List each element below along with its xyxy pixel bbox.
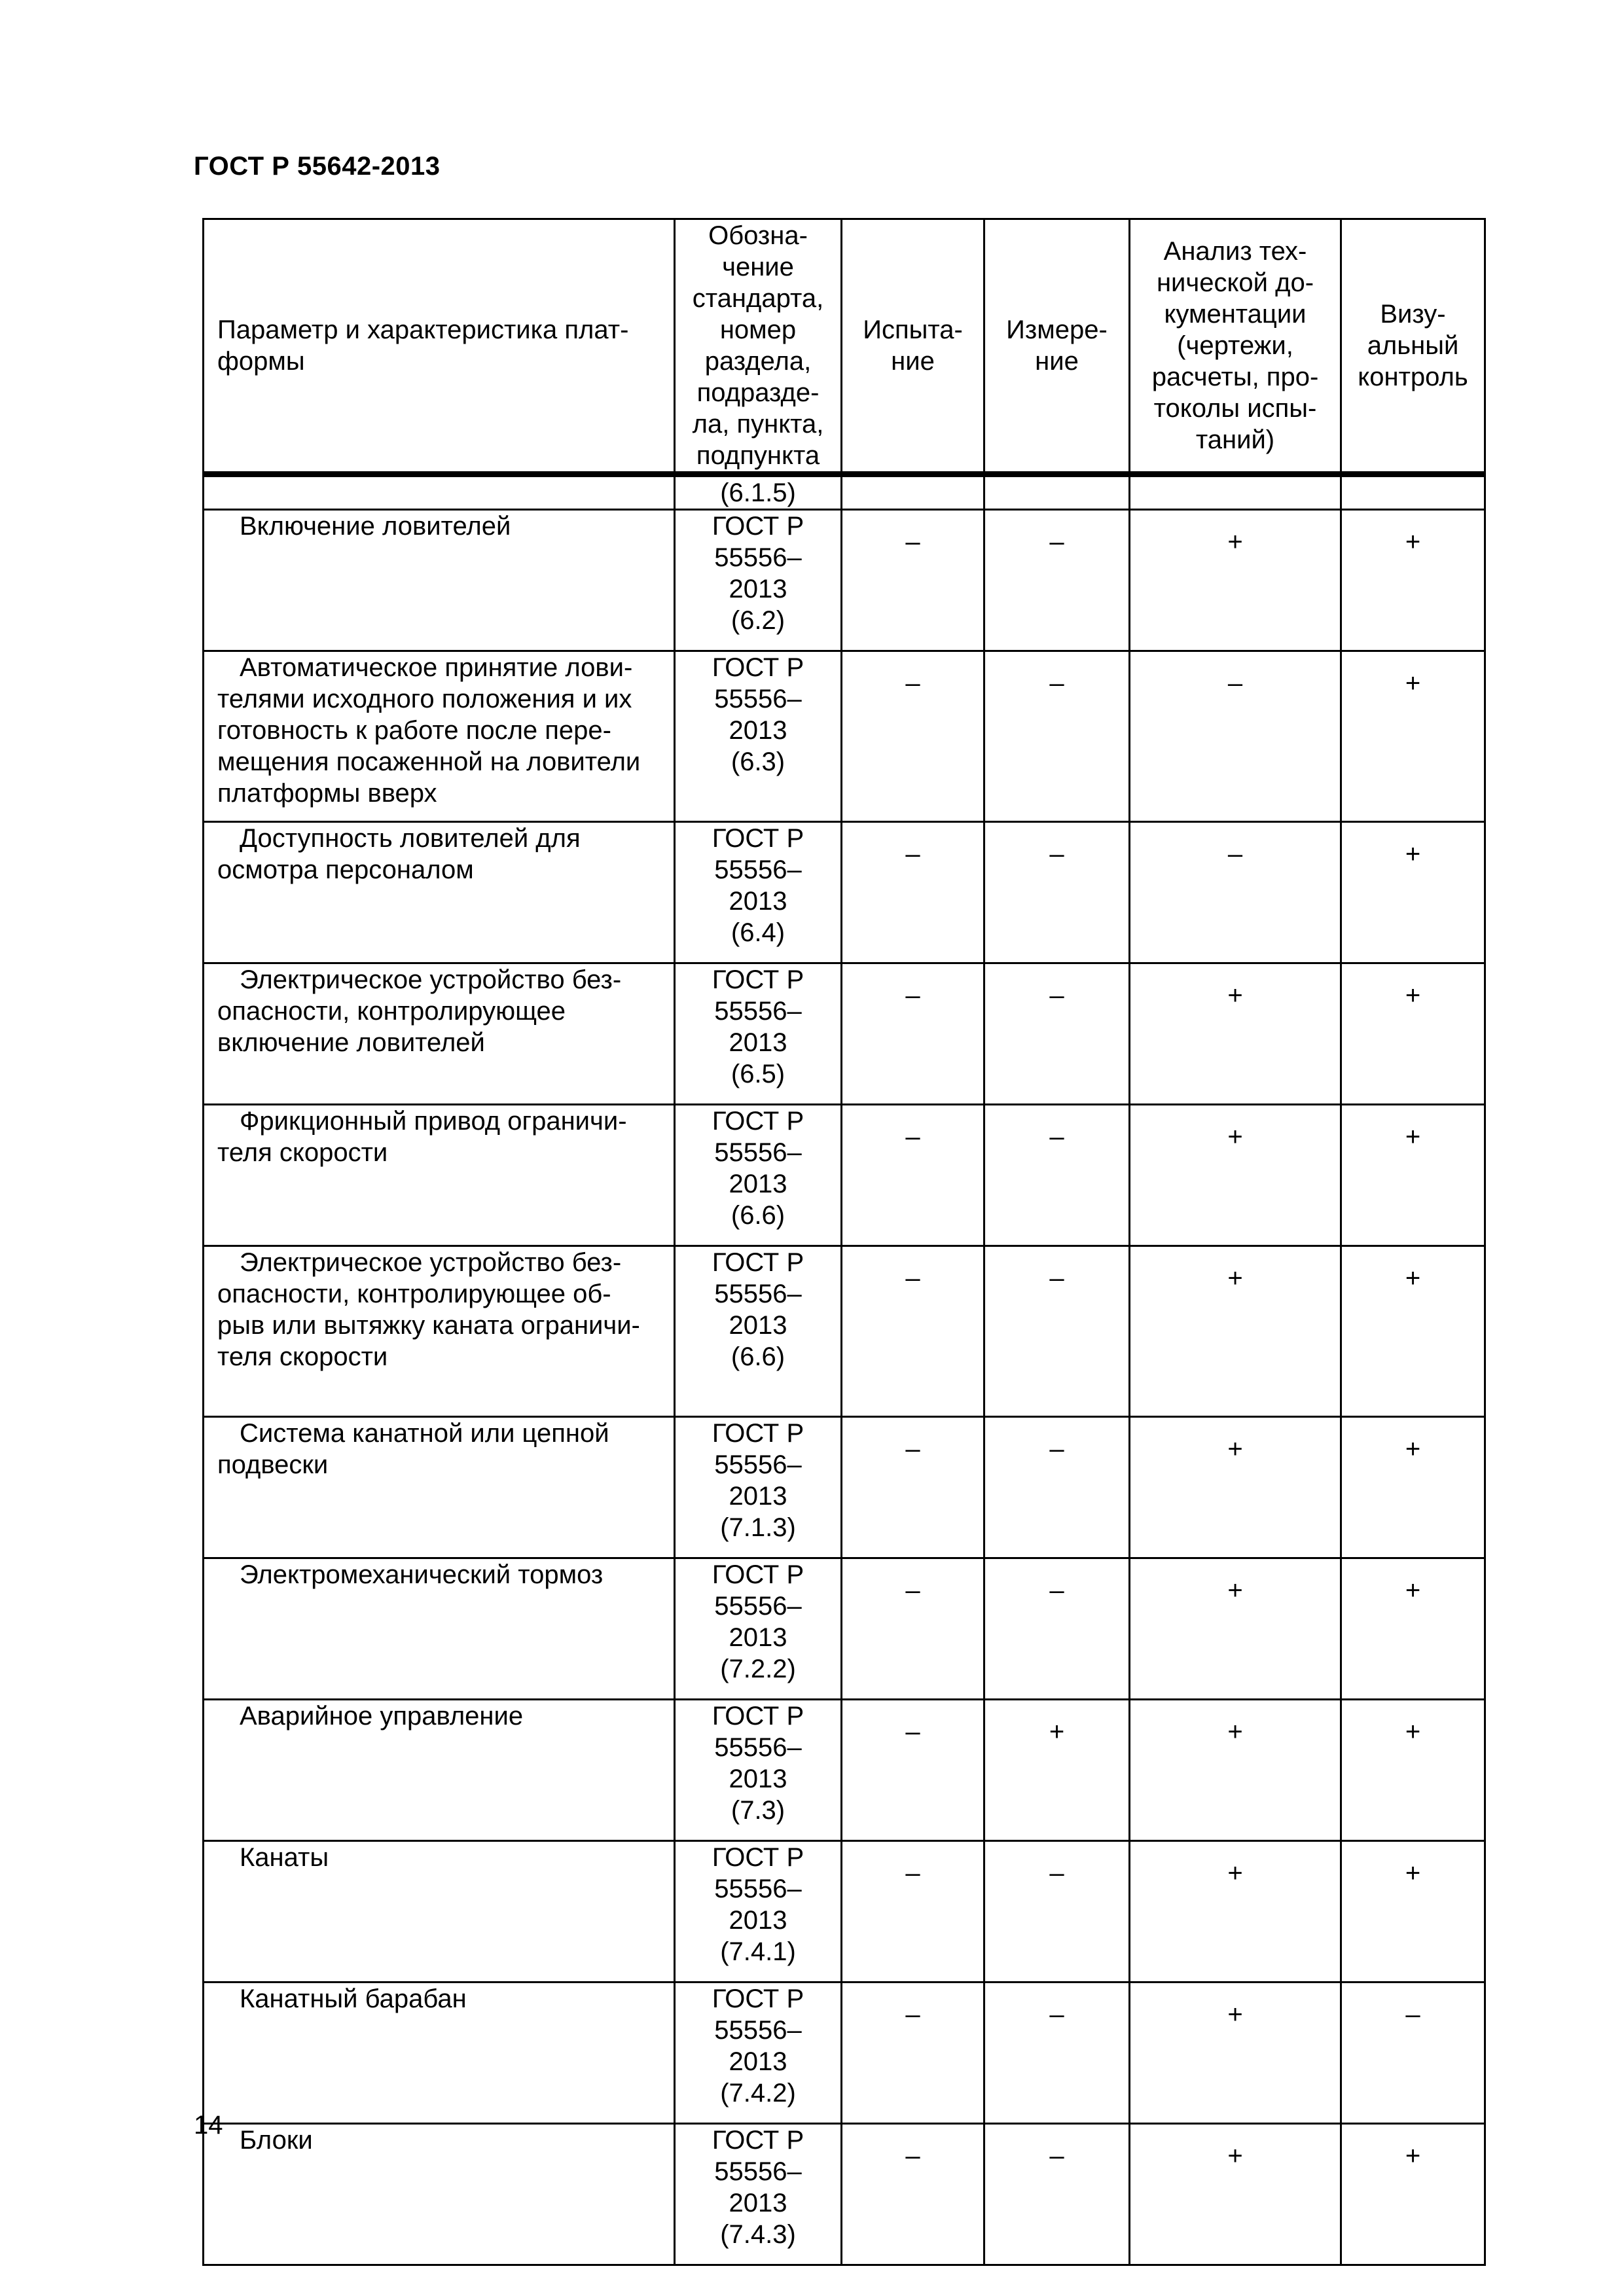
parameter-line: рыв или вытяжку каната ограничи- xyxy=(217,1311,640,1340)
analysis-cell: + xyxy=(1130,2124,1341,2265)
visual-cell: + xyxy=(1341,1841,1485,1982)
header-line: нической до- xyxy=(1156,268,1314,297)
header-line: ние xyxy=(891,347,935,376)
visual-cell: + xyxy=(1341,510,1485,651)
parameter-line: Электрическое устройство без- xyxy=(240,965,622,994)
header-line: подпункта xyxy=(696,441,820,470)
standard-cell xyxy=(675,1558,842,1700)
standard-cell xyxy=(675,2124,842,2265)
header-line: ние xyxy=(1035,347,1079,376)
continuation-standard: (6.1.5) xyxy=(675,475,842,510)
standard-line: 2013 xyxy=(729,1170,787,1198)
measurement-cell: – xyxy=(984,963,1130,1105)
standard-line: 55556– xyxy=(714,1874,802,1903)
standard-line: (7.4.2) xyxy=(720,2079,796,2108)
standard-cell xyxy=(675,651,842,822)
header-line: Визу- xyxy=(1380,300,1446,329)
table-body xyxy=(204,475,1485,2265)
parameter-line: подвески xyxy=(217,1450,329,1479)
measurement-cell: – xyxy=(984,1246,1130,1417)
standard-line: 55556– xyxy=(714,1280,802,1308)
standard-cell xyxy=(675,1841,842,1982)
parameter-line: опасности, контролирующее об- xyxy=(217,1280,611,1308)
standard-line: 55556– xyxy=(714,1733,802,1762)
visual-cell: + xyxy=(1341,1417,1485,1558)
parameter-line: Канаты xyxy=(240,1843,329,1872)
standard-line: 55556– xyxy=(714,1138,802,1167)
visual-cell: + xyxy=(1341,1105,1485,1246)
parameter-line: включение ловителей xyxy=(217,1028,485,1057)
parameter-line: телями исходного положения и их xyxy=(217,685,632,713)
standard-line: ГОСТ Р xyxy=(712,1107,804,1136)
header-visual xyxy=(1341,219,1485,475)
continuation-parameter xyxy=(204,475,675,510)
analysis-cell: + xyxy=(1130,1700,1341,1841)
standard-line: 55556– xyxy=(714,2157,802,2186)
standard-cell xyxy=(675,1105,842,1246)
table-row xyxy=(204,1558,1485,1700)
standard-cell xyxy=(675,510,842,651)
table-row xyxy=(204,1105,1485,1246)
standard-cell xyxy=(675,1417,842,1558)
measurement-cell: – xyxy=(984,651,1130,822)
header-parameter xyxy=(204,219,675,475)
analysis-cell: + xyxy=(1130,1558,1341,1700)
test-cell: – xyxy=(842,1982,984,2124)
standard-line: 2013 xyxy=(729,1482,787,1511)
parameter-line: Электромеханический тормоз xyxy=(240,1560,604,1589)
header-line: Обозна- xyxy=(708,221,808,250)
parameter-cell xyxy=(204,1841,675,1982)
parameter-line: Фрикционный привод ограничи- xyxy=(240,1107,627,1136)
test-cell: – xyxy=(842,651,984,822)
parameter-line: опасности, контролирующее xyxy=(217,997,566,1026)
header-line: Измере- xyxy=(1006,315,1108,344)
parameter-cell xyxy=(204,1558,675,1700)
standard-line: ГОСТ Р xyxy=(712,965,804,994)
measurement-cell: – xyxy=(984,1982,1130,2124)
header-measurement xyxy=(984,219,1130,475)
header-line: Параметр и характеристика плат- xyxy=(217,315,629,344)
standard-line: (6.6) xyxy=(731,1342,785,1371)
measurement-cell: – xyxy=(984,822,1130,963)
header-line: Анализ тех- xyxy=(1163,237,1307,266)
standard-line: 2013 xyxy=(729,1311,787,1340)
visual-cell: – xyxy=(1341,1982,1485,2124)
parameter-cell xyxy=(204,1982,675,2124)
parameter-line: Канатный барабан xyxy=(240,1984,467,2013)
standard-line: (7.1.3) xyxy=(720,1513,796,1542)
standard-line: (7.3) xyxy=(731,1796,785,1825)
header-line: чение xyxy=(722,253,794,281)
test-cell: – xyxy=(842,510,984,651)
standard-line: 2013 xyxy=(729,575,787,603)
test-cell: – xyxy=(842,2124,984,2265)
parameter-line: Включение ловителей xyxy=(240,512,511,541)
parameter-line: Электрическое устройство без- xyxy=(240,1248,622,1277)
visual-cell: + xyxy=(1341,651,1485,822)
standard-line: ГОСТ Р xyxy=(712,653,804,682)
parameter-line: готовность к работе после пере- xyxy=(217,716,611,745)
table-row xyxy=(204,1841,1485,1982)
standard-line: 2013 xyxy=(729,1906,787,1935)
table-row xyxy=(204,963,1485,1105)
header-line: раздела, xyxy=(704,347,812,376)
table-row xyxy=(204,2124,1485,2265)
header-line: таний) xyxy=(1195,425,1275,454)
header-line: расчеты, про- xyxy=(1151,363,1319,391)
header-line: кументации xyxy=(1164,300,1307,329)
standard-cell xyxy=(675,1982,842,2124)
test-cell: – xyxy=(842,822,984,963)
standard-line: 55556– xyxy=(714,855,802,884)
measurement-cell: – xyxy=(984,510,1130,651)
standard-line: 2013 xyxy=(729,1028,787,1057)
visual-cell: + xyxy=(1341,1700,1485,1841)
standard-line: 2013 xyxy=(729,716,787,745)
standard-line: 2013 xyxy=(729,2189,787,2217)
analysis-cell: + xyxy=(1130,1105,1341,1246)
parameter-cell xyxy=(204,1105,675,1246)
standard-line: ГОСТ Р xyxy=(712,1419,804,1448)
test-cell: – xyxy=(842,1841,984,1982)
header-test xyxy=(842,219,984,475)
parameter-cell xyxy=(204,822,675,963)
standard-cell xyxy=(675,822,842,963)
analysis-cell: + xyxy=(1130,963,1341,1105)
test-cell: – xyxy=(842,1417,984,1558)
header-line: (чертежи, xyxy=(1177,331,1293,360)
standard-line: (6.4) xyxy=(731,918,785,947)
standard-line: 55556– xyxy=(714,997,802,1026)
parameter-line: осмотра персоналом xyxy=(217,855,474,884)
parameter-line: теля скорости xyxy=(217,1342,388,1371)
requirements-table xyxy=(202,218,1486,2266)
standard-line: ГОСТ Р xyxy=(712,1560,804,1589)
standard-line: ГОСТ Р xyxy=(712,1248,804,1277)
continuation-measurement xyxy=(984,475,1130,510)
continuation-analysis xyxy=(1130,475,1341,510)
table-header xyxy=(204,219,1485,475)
header-line: Испыта- xyxy=(863,315,963,344)
standard-line: (6.2) xyxy=(731,606,785,635)
test-cell: – xyxy=(842,1700,984,1841)
test-cell: – xyxy=(842,1246,984,1417)
header-line: стандарта, xyxy=(692,284,824,313)
measurement-cell: – xyxy=(984,1417,1130,1558)
visual-cell: + xyxy=(1341,963,1485,1105)
standard-line: ГОСТ Р xyxy=(712,2126,804,2155)
standard-line: (7.4.1) xyxy=(720,1937,796,1966)
header-line: подразде- xyxy=(696,378,820,407)
standard-line: (6.3) xyxy=(731,747,785,776)
measurement-cell: + xyxy=(984,1700,1130,1841)
header-analysis xyxy=(1130,219,1341,475)
parameter-cell xyxy=(204,2124,675,2265)
visual-cell: + xyxy=(1341,2124,1485,2265)
document-header: ГОСТ Р 55642-2013 xyxy=(194,152,441,181)
table-row xyxy=(204,822,1485,963)
parameter-line: Блоки xyxy=(240,2126,313,2155)
standard-cell xyxy=(675,1246,842,1417)
standard-cell xyxy=(675,1700,842,1841)
table-row xyxy=(204,1246,1485,1417)
parameter-cell xyxy=(204,651,675,822)
header-line: формы xyxy=(217,347,305,376)
standard-line: 2013 xyxy=(729,2047,787,2076)
table-row xyxy=(204,651,1485,822)
parameter-line: Автоматическое принятие лови- xyxy=(240,653,633,682)
table-row xyxy=(204,1700,1485,1841)
visual-cell: + xyxy=(1341,822,1485,963)
parameter-cell xyxy=(204,1417,675,1558)
parameter-cell xyxy=(204,510,675,651)
standard-line: 55556– xyxy=(714,1592,802,1621)
standard-line: 55556– xyxy=(714,685,802,713)
header-standard xyxy=(675,219,842,475)
standard-line: ГОСТ Р xyxy=(712,1984,804,2013)
parameter-line: платформы вверх xyxy=(217,779,437,808)
analysis-cell: + xyxy=(1130,1417,1341,1558)
parameter-cell xyxy=(204,963,675,1105)
header-line: альный xyxy=(1367,331,1459,360)
analysis-cell: – xyxy=(1130,651,1341,822)
measurement-cell: – xyxy=(984,2124,1130,2265)
test-cell: – xyxy=(842,1558,984,1700)
test-cell: – xyxy=(842,963,984,1105)
standard-line: ГОСТ Р xyxy=(712,1702,804,1731)
parameter-cell xyxy=(204,1700,675,1841)
standard-line: 2013 xyxy=(729,1623,787,1652)
header-line: токолы испы- xyxy=(1153,394,1317,423)
continuation-row xyxy=(204,475,1485,510)
measurement-cell: – xyxy=(984,1105,1130,1246)
header-line: номер xyxy=(719,315,797,344)
measurement-cell: – xyxy=(984,1558,1130,1700)
table-row xyxy=(204,510,1485,651)
parameter-line: мещения посаженной на ловители xyxy=(217,747,641,776)
standard-line: ГОСТ Р xyxy=(712,1843,804,1872)
header-line: контроль xyxy=(1358,363,1468,391)
table-row xyxy=(204,1417,1485,1558)
parameter-line: Система канатной или цепной xyxy=(240,1419,609,1448)
parameter-line: Доступность ловителей для xyxy=(240,824,581,853)
continuation-visual xyxy=(1341,475,1485,510)
standard-cell xyxy=(675,963,842,1105)
visual-cell: + xyxy=(1341,1246,1485,1417)
page-number: 14 xyxy=(194,2111,223,2140)
analysis-cell: – xyxy=(1130,822,1341,963)
parameter-line: Аварийное управление xyxy=(240,1702,524,1731)
analysis-cell: + xyxy=(1130,1841,1341,1982)
header-line: ла, пункта, xyxy=(692,410,824,439)
standard-line: 55556– xyxy=(714,1450,802,1479)
visual-cell: + xyxy=(1341,1558,1485,1700)
analysis-cell: + xyxy=(1130,1982,1341,2124)
parameter-line: теля скорости xyxy=(217,1138,388,1167)
test-cell: – xyxy=(842,1105,984,1246)
standard-line: ГОСТ Р xyxy=(712,824,804,853)
standard-line: (6.6) xyxy=(731,1201,785,1230)
continuation-test xyxy=(842,475,984,510)
standard-line: 55556– xyxy=(714,2016,802,2045)
standard-line: (7.4.3) xyxy=(720,2220,796,2249)
analysis-cell: + xyxy=(1130,1246,1341,1417)
standard-line: (6.5) xyxy=(731,1060,785,1088)
analysis-cell: + xyxy=(1130,510,1341,651)
table-row xyxy=(204,1982,1485,2124)
measurement-cell: – xyxy=(984,1841,1130,1982)
standard-line: 2013 xyxy=(729,1765,787,1793)
standard-line: 55556– xyxy=(714,543,802,572)
standard-line: ГОСТ Р xyxy=(712,512,804,541)
standard-line: (7.2.2) xyxy=(720,1655,796,1683)
standard-line: 2013 xyxy=(729,887,787,916)
parameter-cell xyxy=(204,1246,675,1417)
